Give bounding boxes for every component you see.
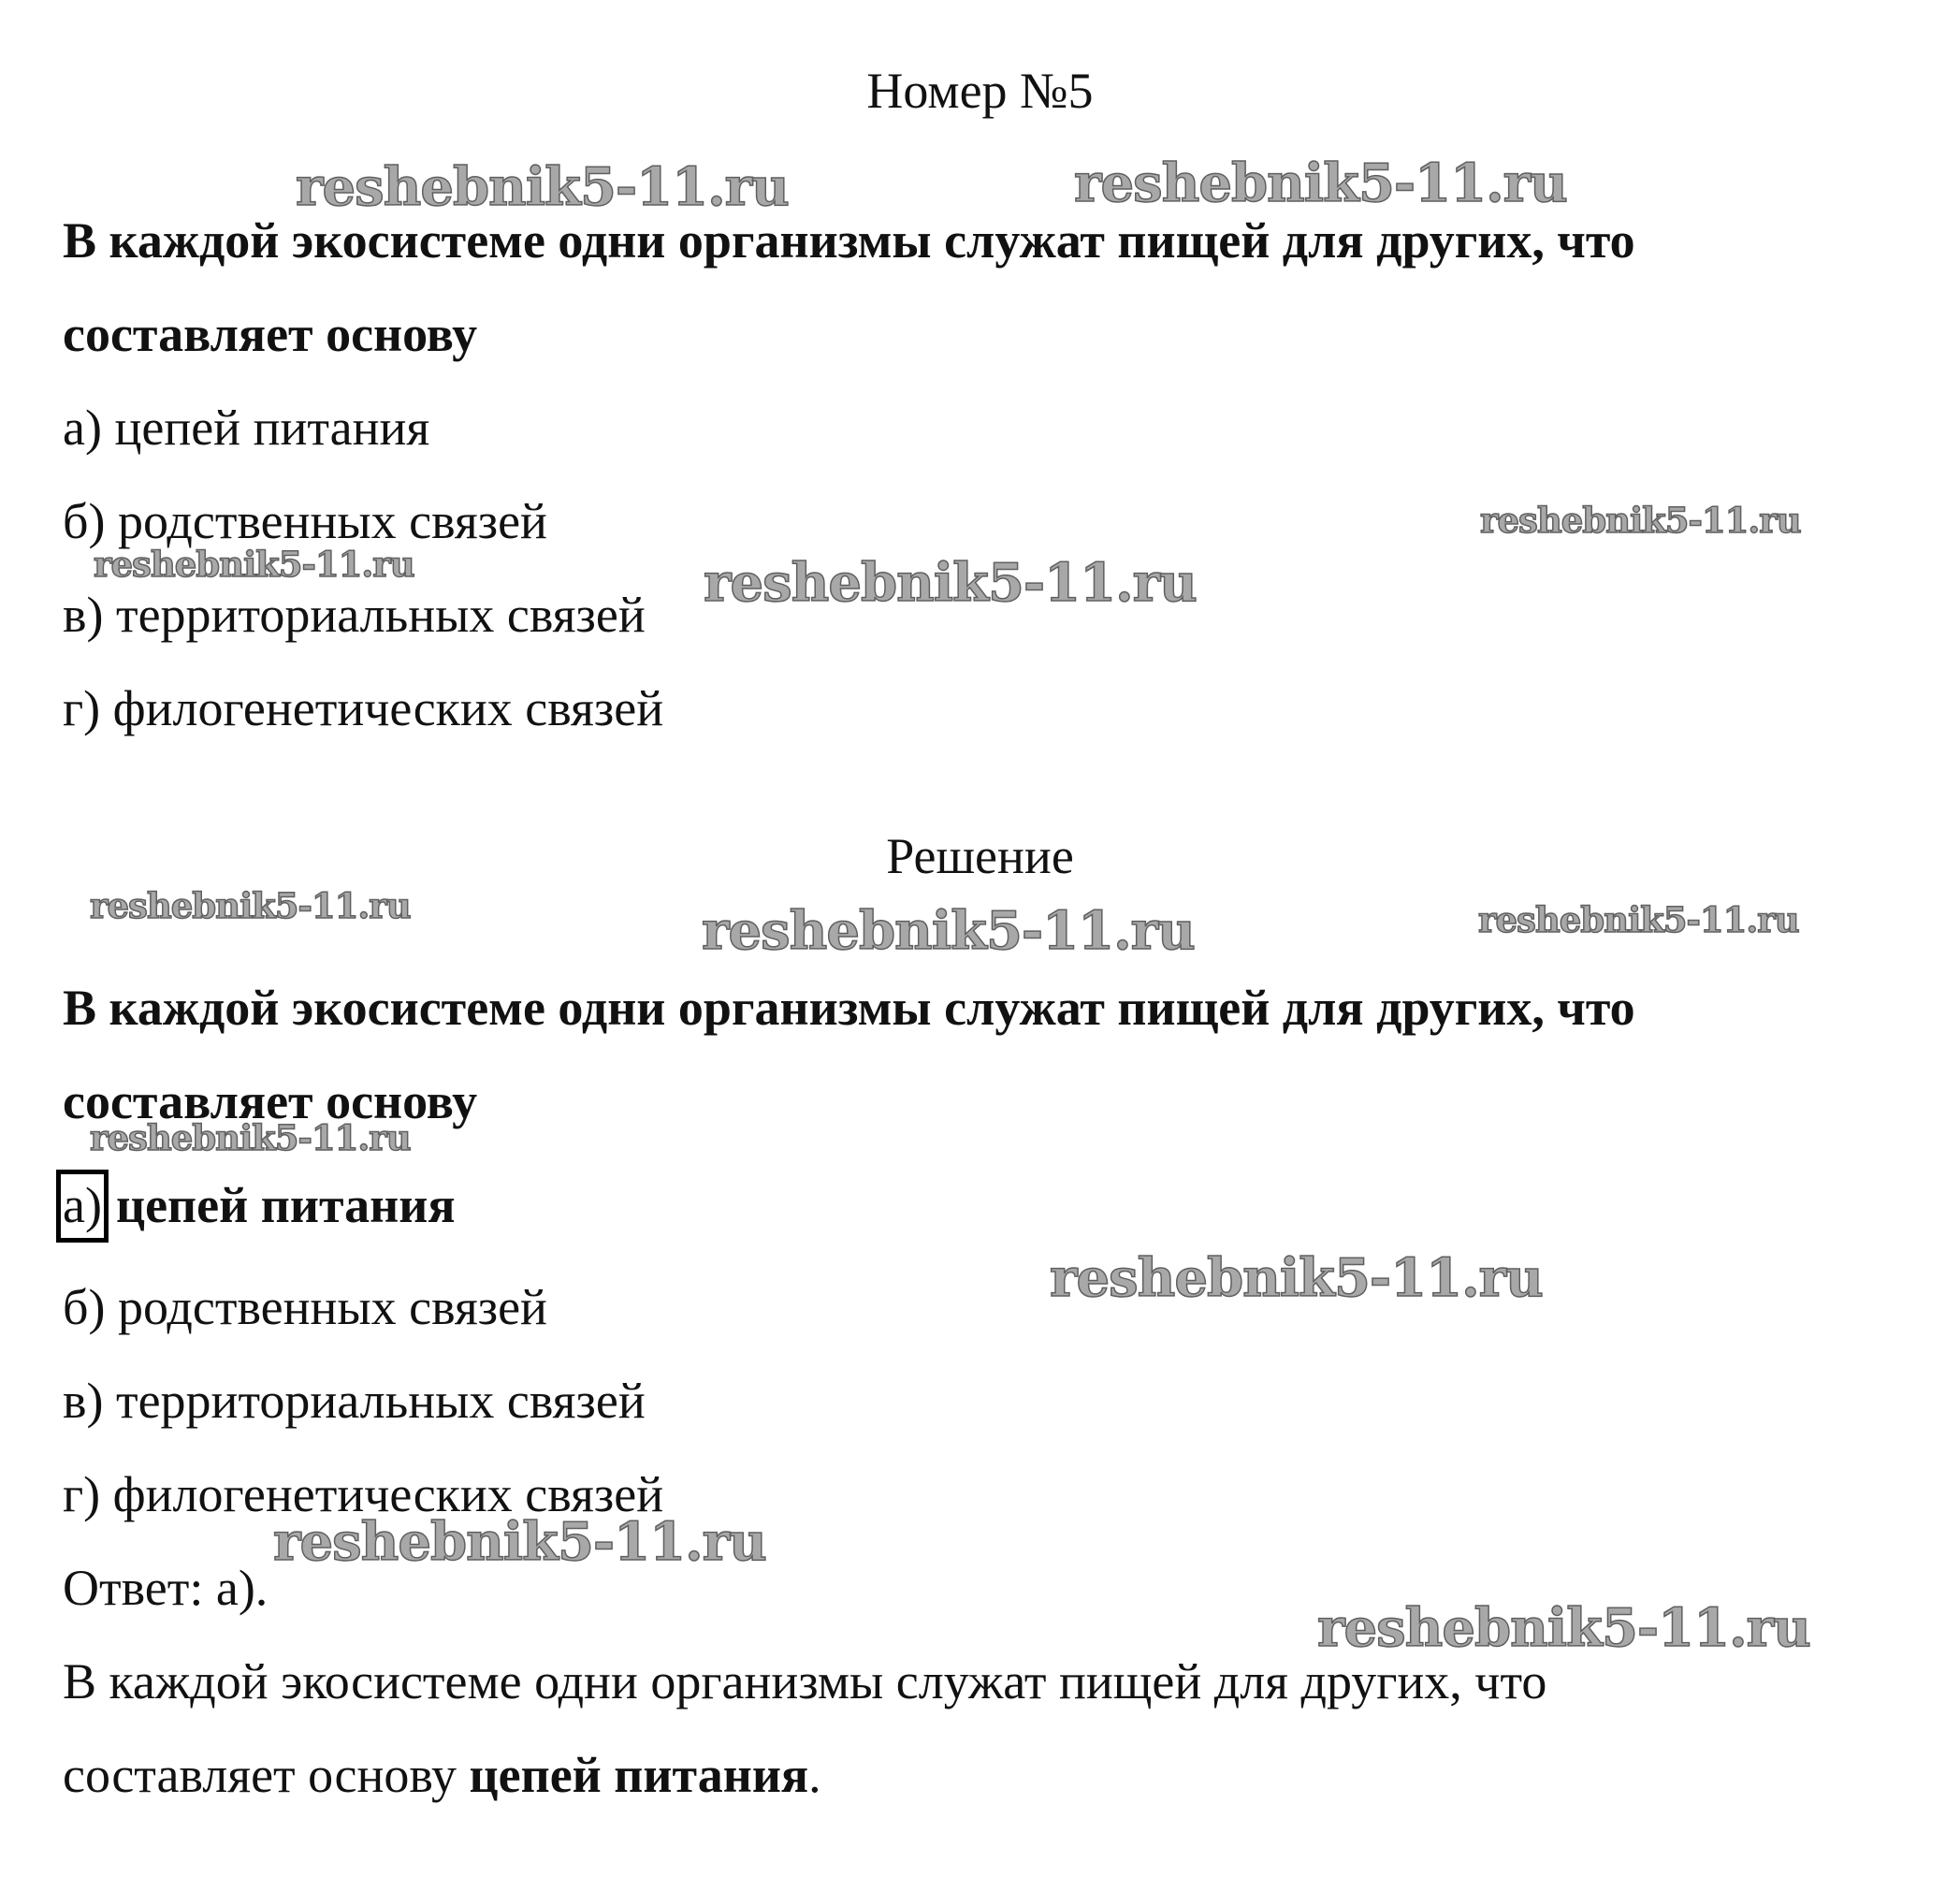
watermark: reshebnik5-11.ru [1050,1247,1543,1309]
watermark: reshebnik5-11.ru [1480,500,1801,541]
explanation-line1: В каждой экосистеме одни организмы служат пищей для других, что [63,1653,1547,1709]
question-option-a: а) цепей питания [63,400,430,456]
solution-text-line1: В каждой экосистеме одни организмы служат пищей для других, что [63,980,1635,1036]
explanation-bold: цепей питания [469,1747,809,1803]
selected-answer-text: цепей питания [115,1177,456,1233]
explanation-suffix: . [808,1747,821,1803]
solution-text-line2: составляет основу [63,1073,478,1129]
watermark: reshebnik5-11.ru [1478,899,1799,940]
watermark: reshebnik5-11.ru [1317,1597,1810,1659]
solution-selected-option [63,1170,456,1243]
solution-option-d: г) филогенетических связей [63,1466,664,1522]
watermark: reshebnik5-11.ru [1074,153,1567,214]
selected-answer-box: а) [56,1170,109,1243]
watermark: reshebnik5-11.ru [90,885,411,926]
page-title: Номер №5 [866,63,1094,119]
explanation-line2 [63,1747,821,1803]
watermark: reshebnik5-11.ru [90,1117,411,1158]
solution-heading: Решение [886,828,1074,884]
explanation-prefix: составляет основу [63,1747,470,1803]
question-option-b: б) родственных связей [63,493,547,549]
question-text-line2: составляет основу [63,306,478,362]
question-text-line1: В каждой экосистеме одни организмы служат пищей для других, что [63,212,1635,269]
watermark: reshebnik5-11.ru [94,544,414,585]
solution-option-b: б) родственных связей [63,1279,547,1335]
watermark: reshebnik5-11.ru [704,552,1197,614]
watermark: reshebnik5-11.ru [702,900,1195,962]
question-option-c: в) территориальных связей [63,587,646,643]
watermark: reshebnik5-11.ru [273,1511,766,1573]
solution-option-c: в) территориальных связей [63,1373,646,1429]
watermark: reshebnik5-11.ru [296,156,789,218]
question-option-d: г) филогенетических связей [63,680,664,736]
answer-text: Ответ: а). [63,1560,269,1616]
